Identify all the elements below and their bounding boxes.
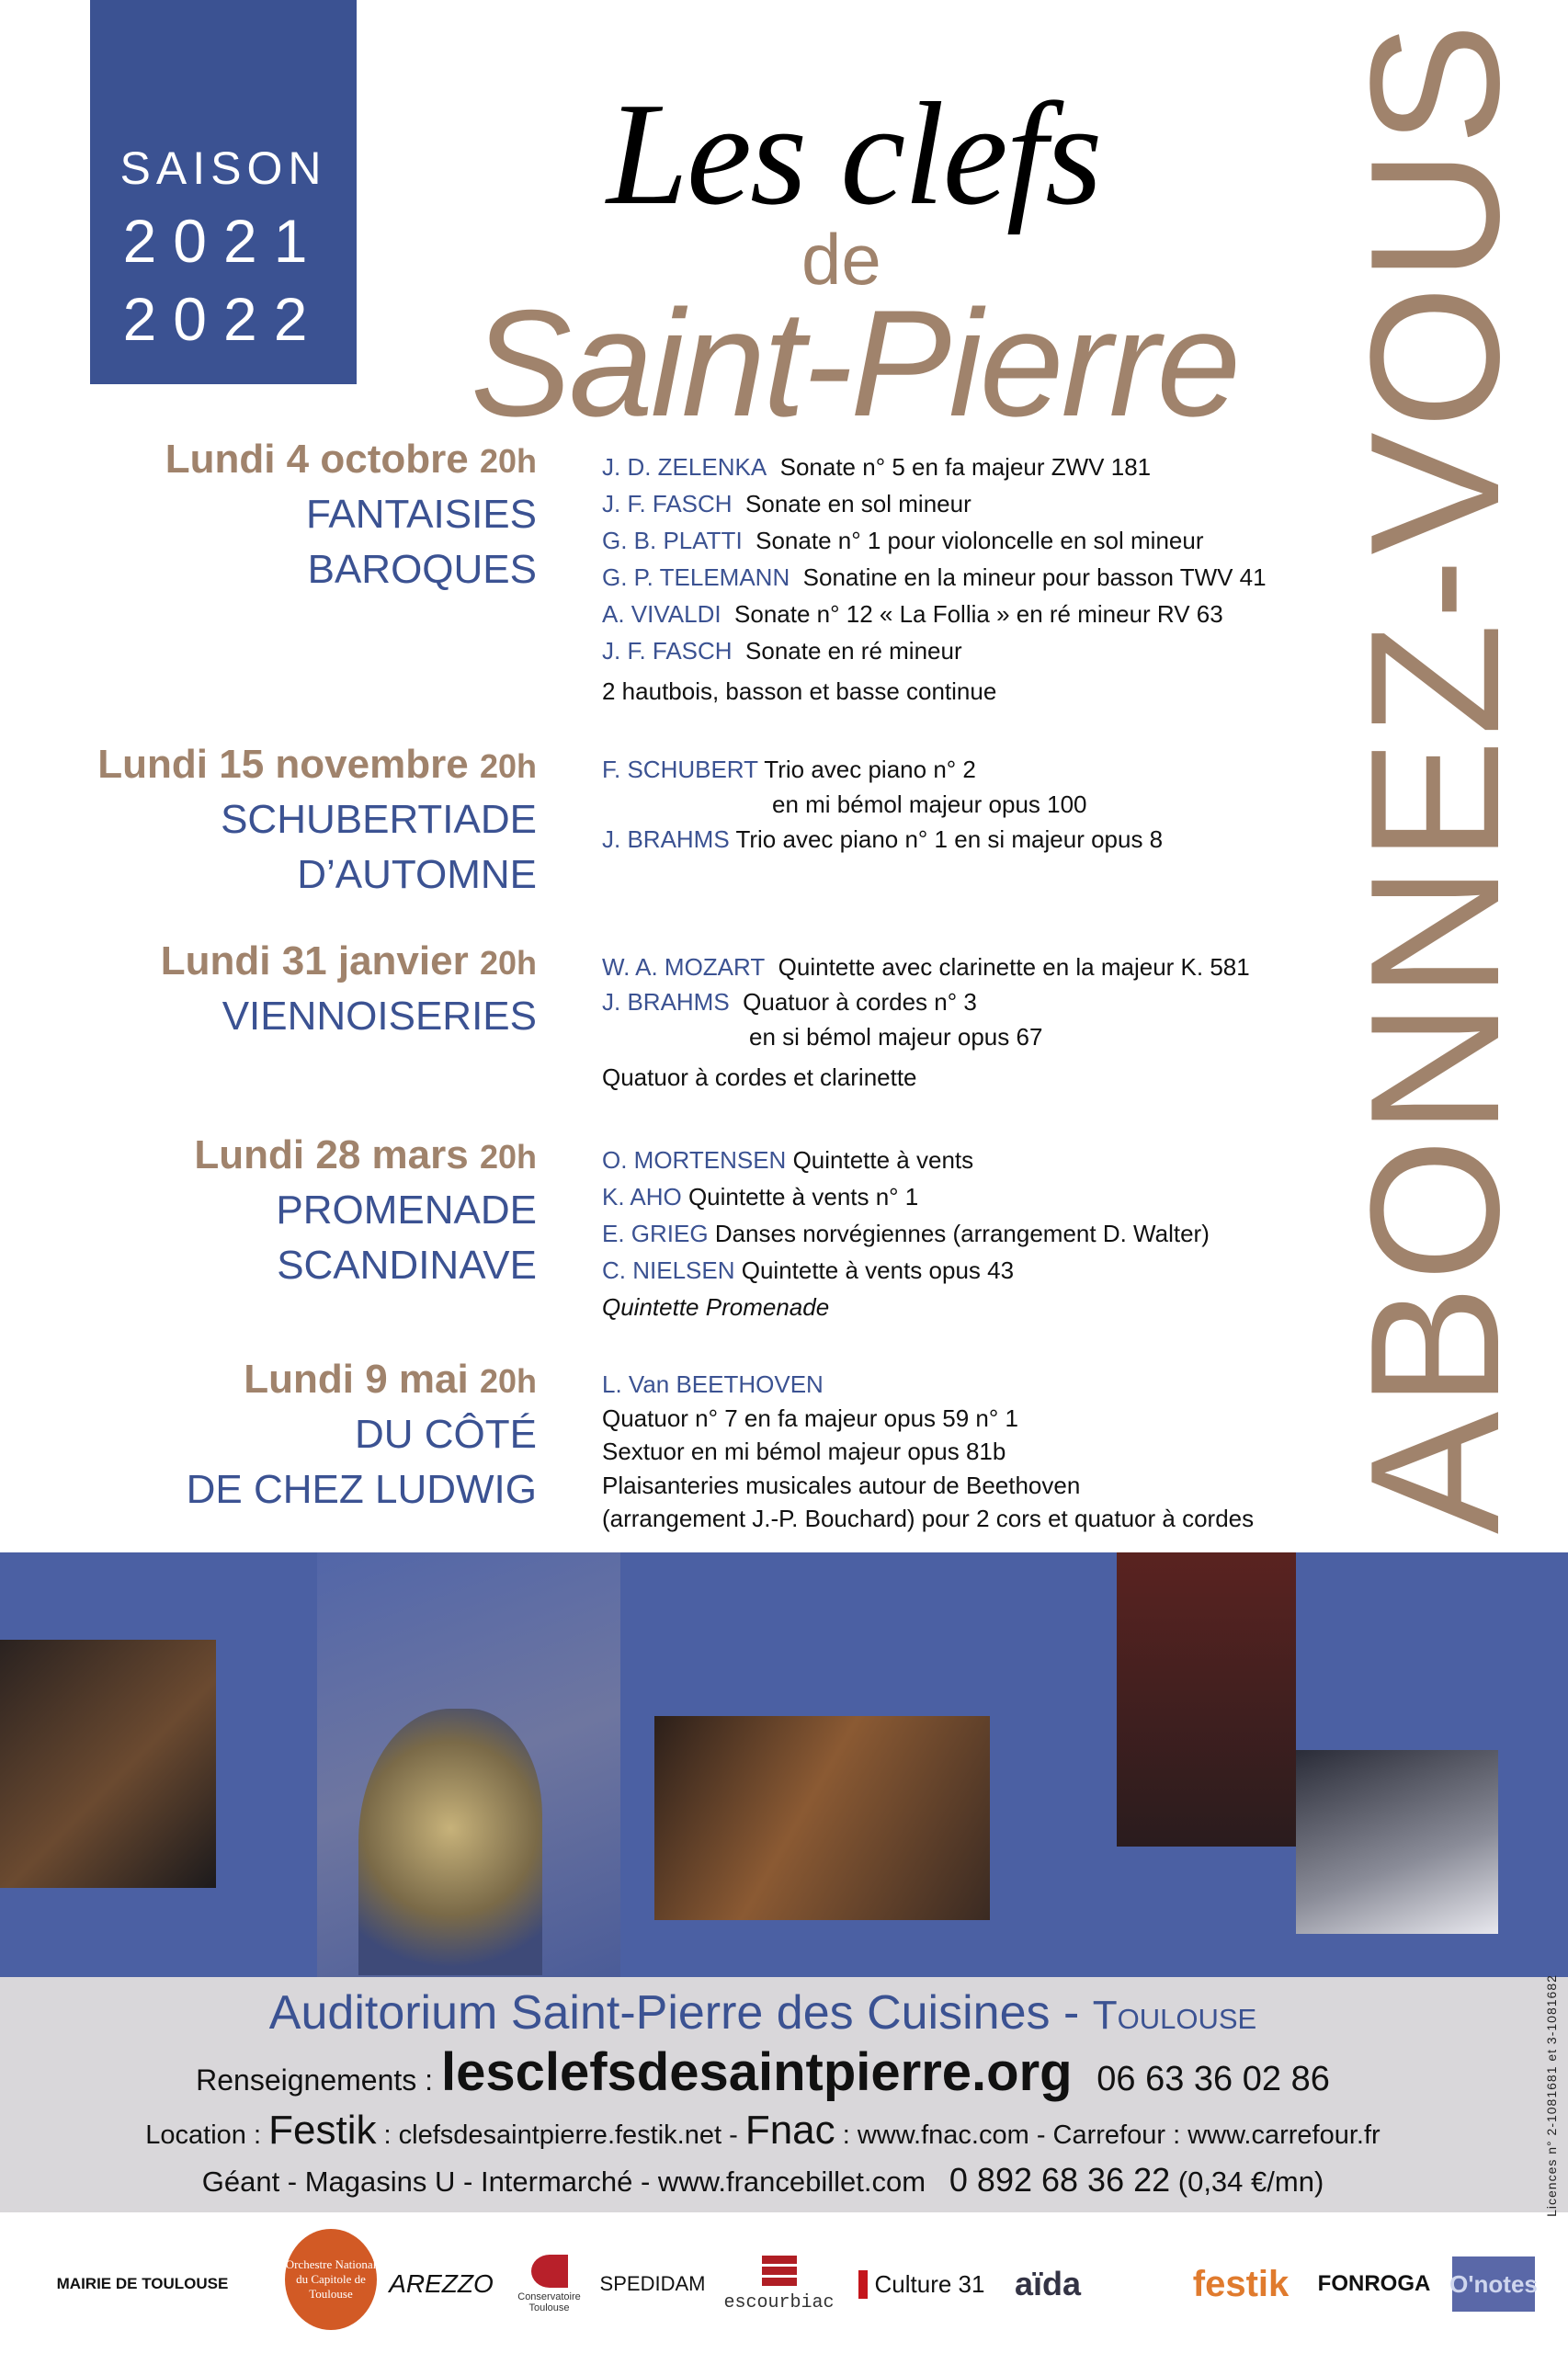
event-title: DE CHEZ LUDWIG xyxy=(186,1467,537,1512)
violin-photo xyxy=(654,1716,990,1920)
event-title: DU CÔTÉ xyxy=(355,1412,537,1457)
event-title: VIENNOISERIES xyxy=(222,994,537,1039)
venue: Auditorium Saint-Pierre des Cuisines - Toulouse xyxy=(268,1986,1257,2040)
title-line-2: de xyxy=(801,219,881,300)
season-label: SAISON xyxy=(119,142,327,194)
event-note: 2 hautbois, basson et basse continue xyxy=(602,677,997,705)
logo-culture31: Culture 31 xyxy=(855,2224,988,2344)
location-line: Location : Festik : clefsdesaintpierre.festik.net - Fnac : www.fnac.com - Carrefour : www.carrefour.fr xyxy=(145,2108,1381,2153)
licence-text: Licences n° 2-1081681 et 3-1081682 xyxy=(1544,1974,1559,2217)
event-date: Lundi 4 octobre xyxy=(165,437,469,482)
logo-orchestre-capitole: Orchestre National du Capitole de Toulouse xyxy=(285,2229,377,2330)
instruments-photo-band xyxy=(0,1552,1568,1977)
season-year-end: 2022 xyxy=(122,285,324,353)
event-title: SCANDINAVE xyxy=(277,1243,537,1288)
event-1-header xyxy=(22,434,537,597)
cello-photo xyxy=(0,1640,216,1888)
title-line-3: Saint-Pierre xyxy=(471,278,1239,448)
event-date: Lundi 28 mars xyxy=(194,1132,469,1177)
event-2-program: F. SCHUBERT Trio avec piano n° 2 en mi bémol majeur opus 100 J. BRAHMS Trio avec piano n° 1 en si majeur opus 8 xyxy=(602,756,1164,853)
logo-fonroga: FONROGA xyxy=(1317,2271,1431,2296)
event-4-program: O. MORTENSEN Quintette à vents K. AHO Quintette à vents n° 1 E. GRIEG Danses norvégiennes (arrangement D. Walter) C. NIELSEN Quintette à vents opus 43 Quintette Promenade xyxy=(602,1142,1210,1325)
logo-mairie-toulouse: MAIRIE DE TOULOUSE xyxy=(56,2275,229,2292)
event-title: FANTAISIES xyxy=(305,492,537,537)
event-title: D’AUTOMNE xyxy=(297,852,537,897)
event-date: Lundi 15 novembre xyxy=(97,742,469,787)
event-date: Lundi 9 mai xyxy=(244,1357,469,1402)
conservatoire-mark-icon xyxy=(531,2255,568,2288)
subscribe-banner: ABONNEZ-VOUS xyxy=(1333,18,1538,1535)
event-hour: 20h xyxy=(479,944,537,982)
event-note: Quatuor à cordes et clarinette xyxy=(602,1063,917,1091)
logo-aida: aïda xyxy=(1014,2265,1082,2302)
season-year-start: 2021 xyxy=(122,207,324,275)
logo-arezzo: AREZZO xyxy=(389,2269,494,2298)
event-date: Lundi 31 janvier xyxy=(160,938,469,983)
logo-festik: festik xyxy=(1192,2263,1290,2304)
event-4-header xyxy=(22,1130,537,1293)
event-2-header xyxy=(22,739,537,903)
event-5-header xyxy=(22,1354,537,1518)
logo-spedidam: SPEDIDAM xyxy=(599,2272,706,2295)
event-title: PROMENADE xyxy=(276,1188,537,1233)
website-link[interactable]: lesclefsdesaintpierre.org xyxy=(440,2042,1073,2102)
event-3-header xyxy=(22,936,537,1044)
event-3-program: W. A. MOZART Quintette avec clarinette en la majeur K. 581 J. BRAHMS Quatuor à cordes n° 3 en si bémol majeur opus 67 Quatuor à cordes et clarinette xyxy=(602,949,1250,1095)
phone: 06 63 36 02 86 xyxy=(1096,2060,1330,2098)
event-hour: 20h xyxy=(479,1362,537,1400)
title-line-1: Les clefs xyxy=(607,72,1101,235)
event-5-program: L. Van BEETHOVEN Quatuor n° 7 en fa majeur opus 59 n° 1 Sextuor en mi bémol majeur opus 81b Plaisanteries musicales autour de Beethoven (arrangement J.-P. Bouchard) pour 2 cors et quatuor à cordes xyxy=(602,1370,1255,1532)
event-title: BAROQUES xyxy=(307,547,537,592)
season-box xyxy=(90,0,357,384)
french-horn-photo xyxy=(358,1709,542,1975)
event-hour: 20h xyxy=(479,442,537,480)
event-hour: 20h xyxy=(479,747,537,785)
logo-conservatoire: Conservatoire Toulouse xyxy=(510,2224,588,2344)
event-title: SCHUBERTIADE xyxy=(221,797,537,842)
piano-photo xyxy=(1296,1750,1498,1934)
event-note: Quintette Promenade xyxy=(602,1293,830,1321)
logo-onotes: O'notes xyxy=(1452,2256,1535,2312)
info-line: Renseignements : lesclefsdesaintpierre.org 06 63 36 02 86 xyxy=(196,2042,1330,2102)
logo-escourbiac: escourbiac xyxy=(717,2224,841,2344)
retailers-line: Géant - Magasins U - Intermarché - www.francebillet.com 0 892 68 36 22 (0,34 €/mn) xyxy=(201,2161,1324,2199)
event-1-program: J. D. ZELENKA Sonate n° 5 en fa majeur ZWV 181 J. F. FASCH Sonate en sol mineur G. B. PLATTI Sonate n° 1 pour violoncelle en sol mineur G. P. TELEMANN Sonatine en la mineur pour basson TWV 41 A. VIVALDI Sonate n° 12 « La Follia » en ré mineur RV 63 J. F. FASCH Sonate en ré mineur 2 hautbois, basson et basse continue xyxy=(602,449,1267,710)
oboe-photo xyxy=(1117,1552,1296,1847)
event-hour: 20h xyxy=(479,1138,537,1176)
